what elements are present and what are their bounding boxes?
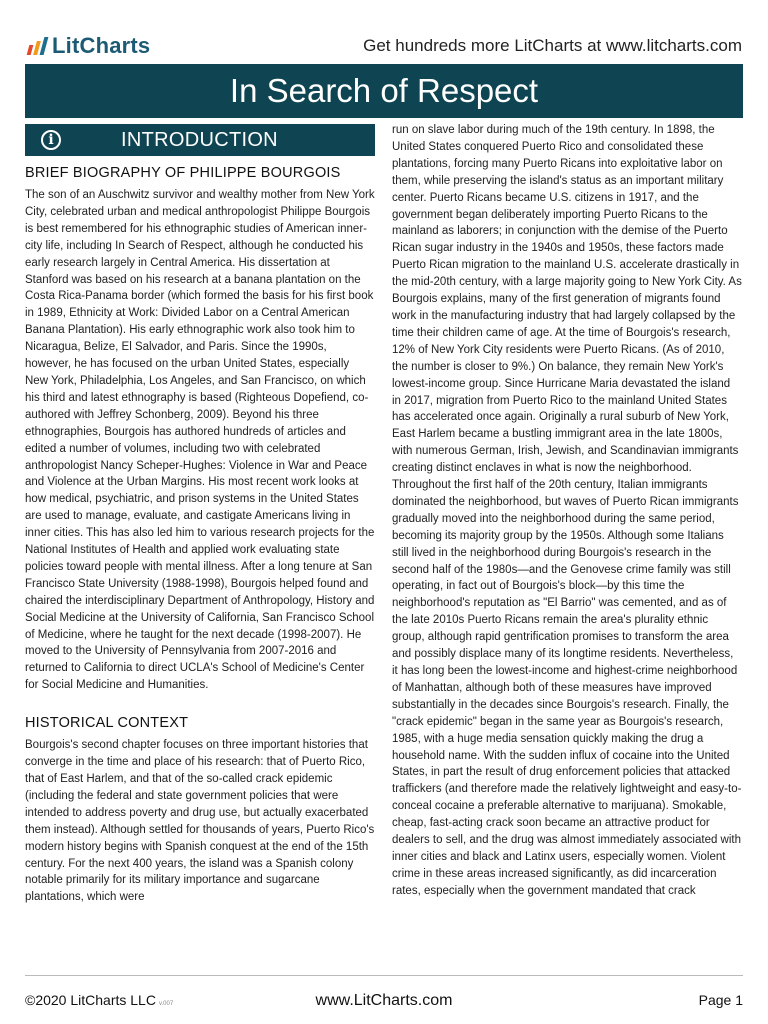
page-number: Page 1: [698, 992, 743, 1008]
right-column: [392, 122, 742, 900]
version-text: v.007: [158, 1001, 174, 1007]
footer-divider: [25, 975, 743, 976]
footer-site-link[interactable]: www.LitCharts.com: [315, 992, 453, 1009]
logo-text: LitCharts: [52, 33, 151, 58]
left-column: [25, 124, 375, 906]
promo-link[interactable]: Get hundreds more LitCharts at www.litcharts.com: [363, 36, 742, 55]
introduction-banner: [25, 124, 375, 156]
biography-text: The son of an Auschwitz survivor and wealthy mother from New York City, celebrated urban and medical anthropologist Philippe Bourgois is best remembered for his ethnographic studies of American inner-city life, including In Search of Respect, although he conducted his early research largely in Central America. His dissertation at Stanford was based on his research at a banana plantation on the Costa Rica-Panama border (which formed the basis for his first book in 1989, Ethnicity at Work: Divided Labor on a Central American Banana Plantation). His early ethnographic work also took him to Nicaragua, Belize, El Salvador, and Paris. Since the 1990s, however, he has focused on the urban United States, especially New York, Philadelphia, Los Angeles, and San Francisco, on which his third and latest ethnography is based (Righteous Dopefiend, co-authored with Jeffrey Schonberg, 2009). Beyond his three ethnographies, Bourgois has authored hundreds of articles and edited a number of volumes, including two with celebrated anthropologist Nancy Scheper-Hughes: Violence in War and Peace and Violence at the Urban Margins. His most recent work looks at how medical, psychiatric, and prison systems in the United States are used to manage, evaluate, and castigate Americans living in inner cities. This has also led him to various research projects for the National Institutes of Health and applied work evaluating state policies toward people with mental illness. After a long tenure at San Francisco State University (1988-1998), Bourgois helped found and chaired the interdisciplinary Department of Anthropology, History and Social Medicine at the University of California, San Francisco School of Medicine, where he taught for the next decade (1998-2007). He moved to the University of Pennsylvania from 2007-2016 and returned to California to direct UCLA's School of Medicine's Center for Social Medicine and Humanities.: [25, 189, 375, 692]
biography-heading: BRIEF BIOGRAPHY OF PHILIPPE BOURGOIS: [25, 165, 341, 181]
introduction-label: INTRODUCTION: [121, 128, 278, 151]
page-title: In Search of Respect: [25, 64, 743, 118]
historical-context-heading: HISTORICAL CONTEXT: [25, 715, 189, 732]
historical-context-text-left: Bourgois's second chapter focuses on three important histories that converge in the time and place of his research: that of Puerto Rico, that of East Harlem, and that of the so-called crack epidemic (including the federal and state government policies that were intended to address poverty and drug use, but actually exacerbated them instead). Although settled for thousands of years, Puerto Rico's modern history begins with Spanish conquest at the end of the 15th century. For the next 400 years, the island was a Spanish colony notable primarily for its military importance and sugarcane plantations, which were: [25, 739, 375, 904]
page-header: [0, 0, 768, 62]
copyright-text: ©2020 LitCharts LLC: [25, 992, 156, 1008]
info-icon: i: [41, 130, 61, 150]
logo-bars-icon: [28, 37, 46, 55]
historical-context-text-right: run on slave labor during much of the 19th century. In 1898, the United States conquered Puerto Rico and consolidated these plantations, forcing many Puerto Ricans into exploitative labor on them, while preserving the island's status as an important military center. Puerto Ricans became U.S. citizens in 1917, and the government began deliberately importing Puerto Ricans to the mainland as laborers; in conjunction with the demise of the Puerto Rican sugar industry in the 1940s and 1950s, these factors made Puerto Rican migration to the mainland U.S. accelerate drastically in the mid-20th century, with a large majority going to New York City. As Bourgois explains, many of the first generation of migrants found work in the manufacturing industry that had largely collapsed by the time their children came of age. At the time of Bourgois's research, 12% of New York City residents were Puerto Ricans. (As of 2010, the number is closer to 9%.) On balance, they remain New York's lowest-income group. Since Hurricane Maria devastated the island in 2017, migration from Puerto Rico to the mainland United States has accelerated once again. Originally a rural suburb of New York, East Harlem became a bustling immigrant area in the late 1800s, with numerous German, Irish, Jewish, and Scandinavian immigrants creating distinct enclaves in what is now the neighborhood. Throughout the first half of the 20th century, Italian immigrants dominated the neighborhood, but waves of Puerto Rican immigrants gradually moved into the neighborhood during the same period, becoming its majority group by the 1950s. Although some Italians still lived in the neighborhood during Bourgois's research in the second half of the 1980s—and the Genovese crime family was still operating, in fact out of Bourgois's block—by this time the neighborhood's reputation as "El Barrio" was cemented, and as of the late 2010s Puerto Ricans remain the area's plurality ethnic group, although rapid gentrification promises to transform the area and possibly displace many of its longtime residents. Nevertheless, it has long been the lowest-income and highest-crime neighborhood of Manhattan, although both of these measures have improved substantially in the decades since Bourgois's research. Finally, the "crack epidemic" began in the same year as Bourgois's research, 1985, with a huge media sensation quickly making the drug a household name. With the sudden influx of cocaine into the United States, in part the result of drug enforcement policies that attacked traffickers (and therefore made the relatively lightweight and easy-to-conceal cocaine a preferable alternative to marijuana). Smokable, cheap, fast-acting crack soon became an attractive product for dealers to sell, and the drug was almost immediately associated with inner cities and black and Latinx users, especially women. Violent crime in these areas increased significantly, as did incarceration rates, especially when the government mandated that crack: [392, 124, 742, 897]
litcharts-logo[interactable]: [28, 33, 150, 59]
